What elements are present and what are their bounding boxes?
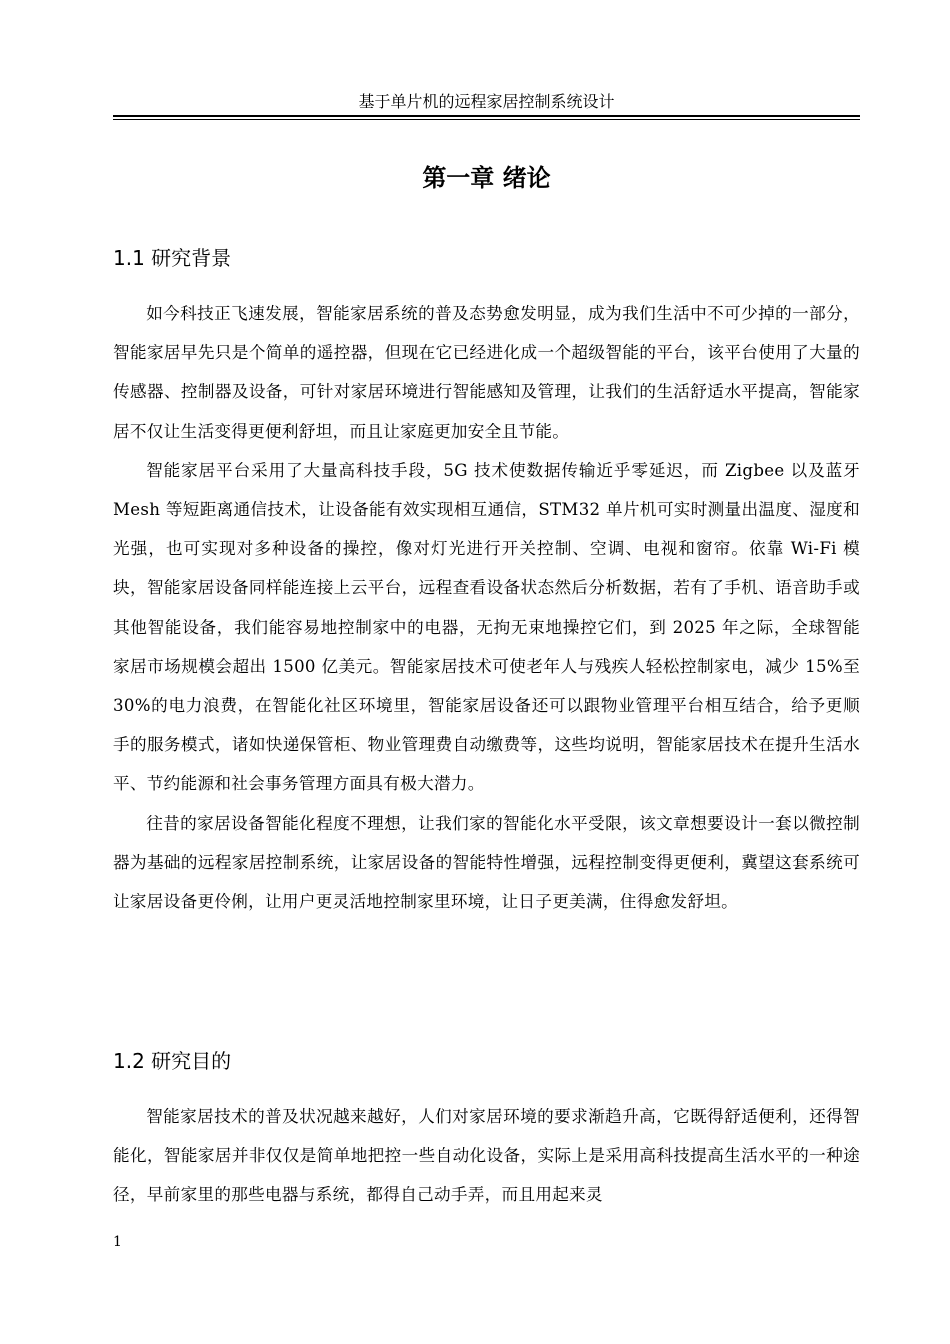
section-heading-1-2: 1.2 研究目的 xyxy=(113,1049,232,1073)
paragraph: 往昔的家居设备智能化程度不理想，让我们家的智能化水平受限，该文章想要设计一套以微控制器为基础的远程家居控制系统，让家居设备的智能特性增强，远程控制变得更便利，冀望这套系统可让家居设备更伶俐，让用户更灵活地控制家里环境，让日子更美满，住得愈发舒坦。 xyxy=(113,813,860,912)
paragraph: 如今科技正飞速发展，智能家居系统的普及态势愈发明显，成为我们生活中不可少掉的一部分，智能家居早先只是个简单的遥控器，但现在它已经进化成一个超级智能的平台，该平台使用了大量的传感器、控制器及设备，可针对家居环境进行智能感知及管理，让我们的生活舒适水平提高，智能家居不仅让生活变得更便利舒坦，而且让家庭更加安全且节能。 xyxy=(113,304,860,441)
header-rule-thin xyxy=(113,119,860,120)
section-body-1-2 xyxy=(113,1097,860,1215)
page-number: 1 xyxy=(113,1234,122,1250)
paragraph: 智能家居技术的普及状况越来越好，人们对家居环境的要求渐趋升高，它既得舒适便利，还得智能化，智能家居并非仅仅是简单地把控一些自动化设备，实际上是采用高科技提高生活水平的一种途径，早前家里的那些电器与系统，都得自己动手弄，而且用起来灵 xyxy=(113,1107,860,1205)
chapter-title: 第一章 绪论 xyxy=(422,164,551,192)
section-heading-1-1: 1.1 研究背景 xyxy=(113,246,232,270)
running-header: 基于单片机的远程家居控制系统设计 xyxy=(358,92,615,111)
paragraph: 智能家居平台采用了大量高科技手段，5G 技术使数据传输近乎零延迟，而 Zigbee 以及蓝牙 Mesh 等短距离通信技术，让设备能有效实现相互通信，STM32 单片机可实时测量出温度、湿度和光强，也可实现对多种设备的操控，像对灯光进行开关控制、空调、电视和窗帘。依靠 Wi-Fi 模块，智能家居设备同样能连接上云平台，远程查看设备状态然后分析数据，若有了手机、语音助手或其他智能设备，我们能容易地控制家中的电器，无拘无束地操控它们，到 2025 年之际，全球智能家居市场规模会超出 1500 亿美元。智能家居技术可使老年人与残疾人轻松控制家电，减少 15%至 30%的电力浪费，在智能化社区环境里，智能家居设备还可以跟物业管理平台相互结合，给予更顺手的服务模式，诸如快递保管柜、物业管理费自动缴费等，这些均说明，智能家居技术在提升生活水平、节约能源和社会事务管理方面具有极大潜力。 xyxy=(113,460,860,794)
header-rule-thick xyxy=(113,115,860,117)
section-body-1-1 xyxy=(113,294,860,921)
